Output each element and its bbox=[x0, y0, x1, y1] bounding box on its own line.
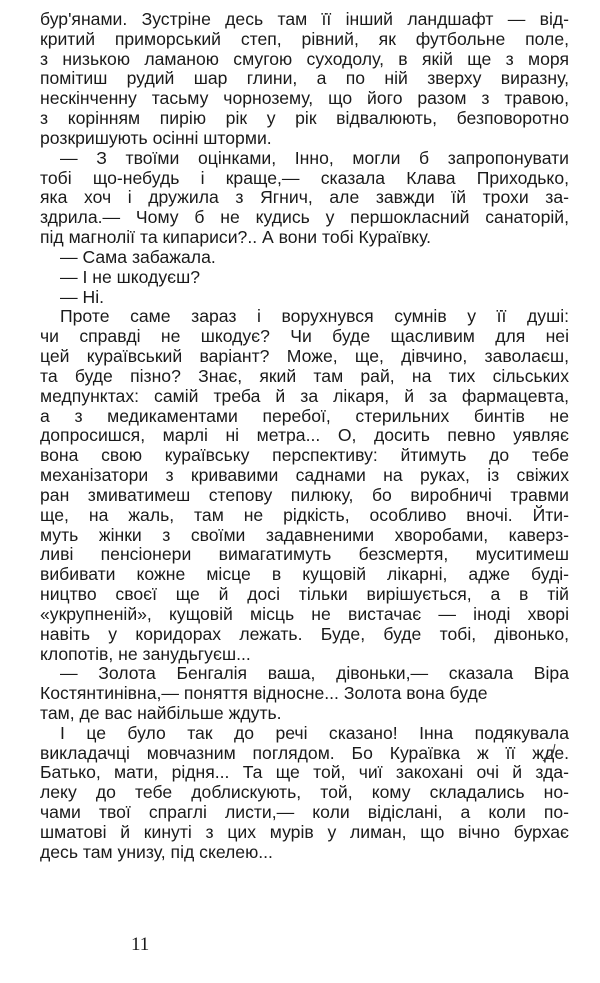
text-line: викладачці мовчазним поглядом. Бо Кураївка ж її жде. bbox=[40, 742, 569, 763]
text-line: цей кураївський варіант? Може, ще, дівчино, заволаєш, bbox=[40, 346, 569, 367]
text-line: тобі що-небудь і краще,— сказала Клава Приходько, bbox=[40, 167, 569, 188]
text-line: з корінням пирію рік у рік відвалюють, безповоротно bbox=[40, 108, 569, 129]
text-line: вибивати кожне місце в кущовій лікарні, адже буді- bbox=[40, 564, 569, 585]
text-line: — Золота Бенгалія ваша, дівоньки,— сказала Віра bbox=[60, 663, 569, 684]
page-body-text bbox=[40, 10, 569, 863]
text-line: Проте саме зараз і ворухнувся сумнів у її душі: bbox=[60, 306, 569, 327]
text-line: вона свою кураївську перспективу: йтимуть до тебе bbox=[40, 445, 569, 466]
text-line: Костянтинівна,— поняття відносне... Золота вона буде bbox=[40, 683, 488, 704]
text-line: розкришують осінні шторми. bbox=[40, 127, 272, 148]
pen-mark-icon bbox=[540, 742, 560, 764]
text-line: муть жінки з своїми задавненими хворобами, каверз- bbox=[40, 524, 569, 545]
text-line: — І не шкодуєш? bbox=[60, 266, 200, 287]
text-line: ництво своєї ще й досі тільки вирішується, а в тій bbox=[40, 584, 569, 605]
text-line: здрила.— Чому б не кудись у першокласний санаторій, bbox=[40, 207, 569, 228]
text-line: яка хоч і дружила з Ягнич, але завжди їй трохи за- bbox=[40, 187, 569, 208]
text-line: допросишся, марлі ні метра... О, досить певно уявляє bbox=[40, 425, 569, 446]
text-line: ливі пенсіонери вимагатимуть безсмертя, муситимеш bbox=[40, 544, 569, 565]
text-line: чи справді не шкодує? Чи буде щасливим для неі bbox=[40, 326, 569, 347]
text-line: помітиш рудий шар глини, а по ній зверху виразну, bbox=[40, 68, 569, 89]
text-line: ще, на жаль, там не рідкість, особливо вночі. Йти- bbox=[40, 504, 569, 525]
text-line: критий приморський степ, рівний, як футбольне поле, bbox=[40, 28, 569, 49]
text-line: леку до тебе доблискують, той, кому складались но- bbox=[40, 782, 569, 803]
text-line: під магнолії та кипариси?.. А вони тобі Кураївку. bbox=[40, 227, 431, 248]
text-line: «укрупненій», кущовій місць не вистачає — іноді хворі bbox=[40, 603, 569, 624]
text-line: механізатори з кривавими саднами на руках, із свіжих bbox=[40, 465, 569, 486]
text-line: — Сама забажала. bbox=[60, 246, 216, 267]
text-line: — З твоїми оцінками, Інно, могли б запропонувати bbox=[60, 147, 569, 168]
text-line: чами твої спраглі листи,— коли відіслані, а коли по- bbox=[40, 802, 569, 823]
text-line: а з медикаментами перебої, стерильних бинтів не bbox=[40, 405, 569, 426]
text-line: там, де вас найбільше ждуть. bbox=[40, 702, 282, 723]
text-line: ран змиватимеш степову пилюку, бо виробничі травми bbox=[40, 484, 569, 505]
text-line: І це було так до речі сказано! Інна подякувала bbox=[60, 722, 569, 743]
text-line: Батько, мати, рідня... Та ще той, чиї закохані очі й зда- bbox=[40, 762, 569, 783]
text-line: з низькою ламаною смугою суходолу, в якій ще з моря bbox=[40, 48, 569, 69]
text-line: медпунктах: самій треба й за лікаря, й за фармацевта, bbox=[40, 385, 569, 406]
text-line: та буде пізно? Знає, який там рай, на тих сільських bbox=[40, 365, 569, 386]
text-line: — Ні. bbox=[60, 286, 104, 307]
text-line: шматові й кинуті з цих мурів у лиман, що вічно бурхає bbox=[40, 821, 569, 842]
text-line: навіть у коридорах лежать. Буде, буде тобі, дівонько, bbox=[40, 623, 569, 644]
text-line: клопотів, не занудьгуєш... bbox=[40, 643, 251, 664]
text-line: бур'янами. Зустріне десь там її інший ландшафт — від- bbox=[40, 9, 569, 29]
page-number: 11 bbox=[131, 934, 150, 955]
text-line: десь там унизу, під скелею... bbox=[40, 841, 273, 862]
text-line: нескінченну тасьму чорнозему, що його разом з травою, bbox=[40, 88, 569, 109]
